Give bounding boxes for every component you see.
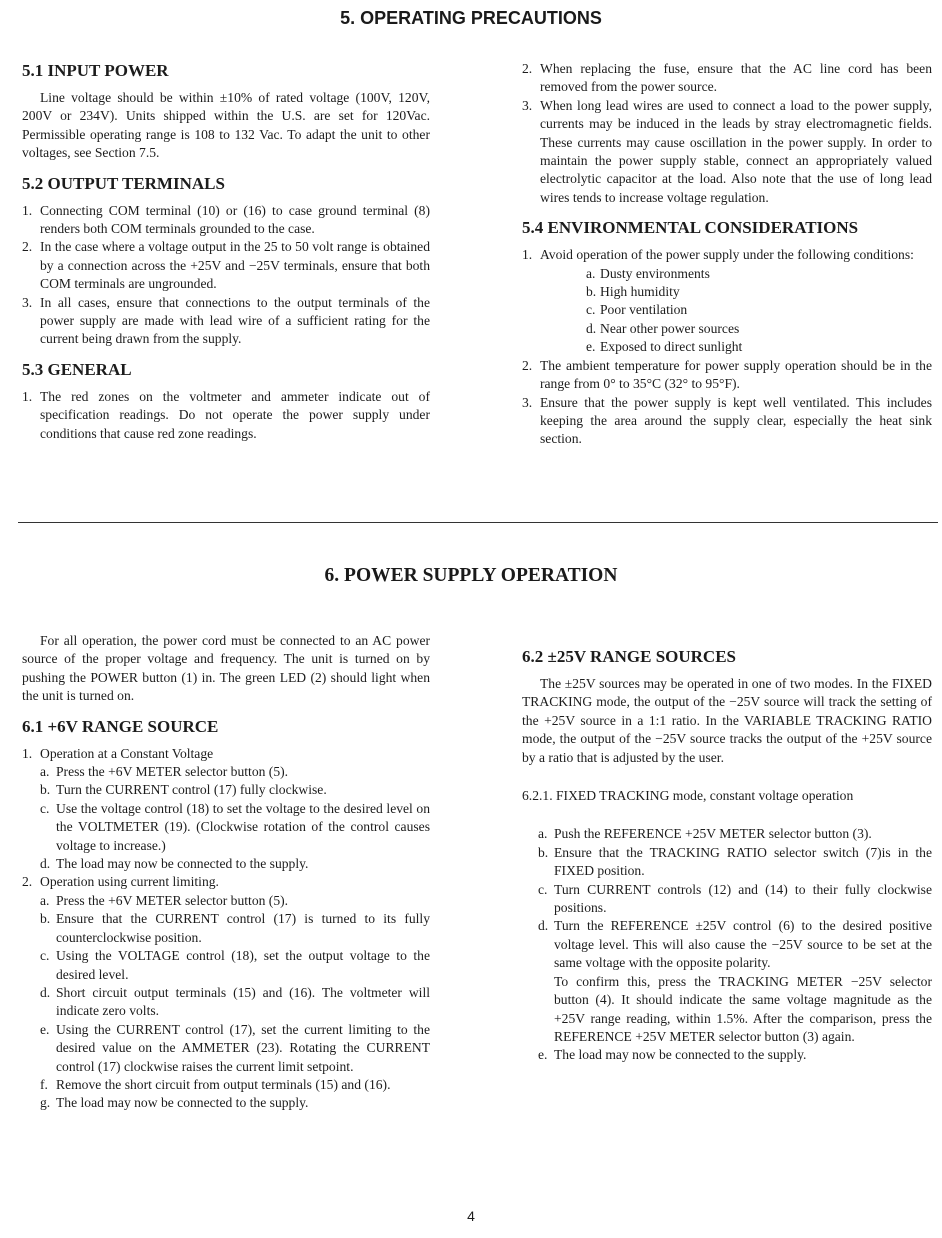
fixed-tracking-steps	[538, 825, 932, 972]
current-limiting-steps	[40, 892, 430, 1113]
section-5-left-column	[22, 60, 430, 443]
heading-6-1: 6.1 +6V RANGE SOURCE	[22, 716, 219, 736]
list-item: d. Turn the REFERENCE ±25V control (6) to the desired positive voltage level. This will also cause the −25V source to be set at the same voltage with the opposite polarity.	[538, 918, 932, 971]
list-item: e. The load may now be connected to the supply.	[538, 1047, 807, 1063]
list-item: 3. In all cases, ensure that connections to the output terminals of the power supply are made with lead wire of a sufficient rating for the current being drawn from the supply.	[22, 294, 430, 347]
list-item: 2. Operation using current limiting. a. Press the +6V METER selector button (5). b. Ensure that the CURRENT control (17) is turned to its fully counterclockwise position. c. Using the VOLTAGE control (18), set the output voltage to the desired level. d. Short circuit output terminals (15) and (16). The voltmeter will indicate zero volts. e. Using the CURRENT control (17), set the current limiting to the desired value on the AMMETER (23). Rotating the CURRENT control (17) clockwise raises the current limit setpoint. f. Remove the short circuit from output terminals (15) and (16). g. The load may now be connected to the supply.	[22, 873, 430, 1112]
list-item: g. The load may now be connected to the supply.	[40, 1095, 309, 1111]
list-item: a. Dusty environments	[586, 265, 710, 281]
list-item: c. Poor ventilation	[586, 302, 688, 318]
list-item: f. Remove the short circuit from output terminals (15) and (16).	[40, 1076, 391, 1092]
general-list-continued	[522, 60, 932, 207]
conditions-list	[540, 265, 932, 357]
list-item: a. Press the +6V METER selector button (5).	[40, 764, 289, 780]
list-item: 3. Ensure that the power supply is kept well ventilated. This includes keeping the area around the supply clear, especially the heat sink section.	[522, 394, 932, 447]
list-item: b. Turn the CURRENT control (17) fully clockwise.	[40, 782, 327, 798]
list-item: 3. When long lead wires are used to connect a load to the power supply, currents may be induced in the leads by stray electromagnetic fields. These currents may cause oscillation in the power supply. In order to maintain the power supply stable, connect an appropriately valued electrolytic capacitor at the load. Also note that the use of long lead wires tends to increase voltage regulation.	[522, 97, 932, 205]
list-item: e. Exposed to direct sunlight	[586, 339, 743, 355]
list-item: a. Press the +6V METER selector button (5).	[40, 892, 289, 908]
list-item: 1. The red zones on the voltmeter and ammeter indicate out of specification readings. Do not operate the power supply under conditions that cause red zone readings.	[22, 388, 430, 441]
fixed-tracking-subheading: 6.2.1. FIXED TRACKING mode, constant voltage operation	[522, 788, 854, 804]
list-item: d. Short circuit output terminals (15) and (16). The voltmeter will indicate zero volts.	[40, 984, 430, 1019]
section-5-right-column	[522, 60, 932, 449]
confirmation-note: To confirm this, press the TRACKING METER −25V selector button (4). It should indicate the same voltage magnitude as the +25V range reading, within 1.5%. After the comparison, press the REFERENCE +25V METER selector button (3) again.	[554, 973, 932, 1044]
section-6-left-column	[22, 632, 430, 1113]
heading-6-2: 6.2 ±25V RANGE SOURCES	[522, 647, 736, 666]
list-item: 1. Operation at a Constant Voltage a. Press the +6V METER selector button (5). b. Turn the CURRENT control (17) fully clockwise. c. Use the voltage control (18) to set the voltage to the desired level on the VOLTMETER (19). (Clockwise rotation of the control causes voltage to increase.) d. The load may now be connected to the supply.	[22, 745, 430, 874]
section-6-right-column	[522, 646, 932, 1065]
list-item: c. Using the VOLTAGE control (18), set the output voltage to the desired level.	[40, 948, 430, 982]
list-item: 2. The ambient temperature for power supply operation should be in the range from 0° to 35°C (32° to 95°F).	[522, 357, 932, 392]
fixed-tracking-final-step	[538, 1046, 932, 1064]
list-item: 1. Connecting COM terminal (10) or (16) to case ground terminal (8) renders both COM terminals grounded to the case.	[22, 202, 430, 237]
input-power-text: Line voltage should be within ±10% of rated voltage (100V, 120V, 200V or 234V). Units shipped within the U.S. are set for 120Vac. Permissible operating range is 108 to 132 Vac. To adapt the unit to other voltages, see Section 7.5.	[22, 90, 430, 161]
environmental-list	[522, 246, 932, 448]
list-item: b. Ensure that the TRACKING RATIO selector switch (7)is in the FIXED position.	[538, 844, 932, 879]
heading-5-3: 5.3 GENERAL	[22, 359, 132, 379]
list-item: 2. When replacing the fuse, ensure that the AC line cord has been removed from the power source.	[522, 61, 932, 95]
list-item: 1. Avoid operation of the power supply under the following conditions: a. Dusty environments b. High humidity c. Poor ventilation d. Near other power sources e. Exposed to direct sunlight	[522, 246, 932, 356]
list-item: d. Near other power sources	[586, 320, 740, 336]
list-item: a. Push the REFERENCE +25V METER selector button (3).	[538, 826, 872, 842]
heading-5-2: 5.2 OUTPUT TERMINALS	[22, 173, 225, 193]
section-divider	[18, 522, 938, 523]
list-item: 2. In the case where a voltage output in the 25 to 50 volt range is obtained by a connection across the +25V and −25V terminals, ensure that both COM terminals are ungrounded.	[22, 239, 430, 292]
heading-5-4: 5.4 ENVIRONMENTAL CONSIDERATIONS	[522, 218, 859, 238]
general-list	[22, 388, 430, 443]
list-item: b. Ensure that the CURRENT control (17) is turned to its fully counterclockwise position.	[40, 911, 430, 945]
list-item: c. Turn CURRENT controls (12) and (14) to their fully clockwise positions.	[538, 881, 932, 916]
section-5-title: 5. OPERATING PRECAUTIONS	[340, 8, 602, 28]
power-supply-intro: For all operation, the power cord must be connected to an AC power source of the proper voltage and frequency. The unit is turned on by pushing the POWER button (1) in. The green LED (2) should light when the unit is turned on.	[22, 633, 430, 704]
range-sources-text: The ±25V sources may be operated in one of two modes. In the FIXED TRACKING mode, the output of the −25V source will track the setting of the +25V source in a 1:1 ratio. In the VARIABLE TRACKING RATIO mode, the output of the −25V source tracks the output of the +25V source by a ratio that is adjusted by the user.	[522, 676, 932, 765]
heading-5-1: 5.1 INPUT POWER	[22, 61, 169, 80]
section-6-title: 6. POWER SUPPLY OPERATION	[324, 565, 618, 586]
range-source-list	[22, 745, 430, 1113]
list-item: c. Use the voltage control (18) to set the voltage to the desired level on the VOLTMETER (19). (Clockwise rotation of the control causes voltage to increase.)	[40, 800, 430, 853]
constant-voltage-steps	[40, 763, 430, 873]
output-terminals-list	[22, 202, 430, 349]
list-item: e. Using the CURRENT control (17), set the current limiting to the desired value on the AMMETER (23). Rotating the CURRENT control (17) clockwise raises the current limit setpoint.	[40, 1021, 430, 1074]
list-item: d. The load may now be connected to the supply.	[40, 856, 309, 872]
page-number: 4	[467, 1208, 475, 1224]
list-item: b. High humidity	[586, 284, 680, 300]
